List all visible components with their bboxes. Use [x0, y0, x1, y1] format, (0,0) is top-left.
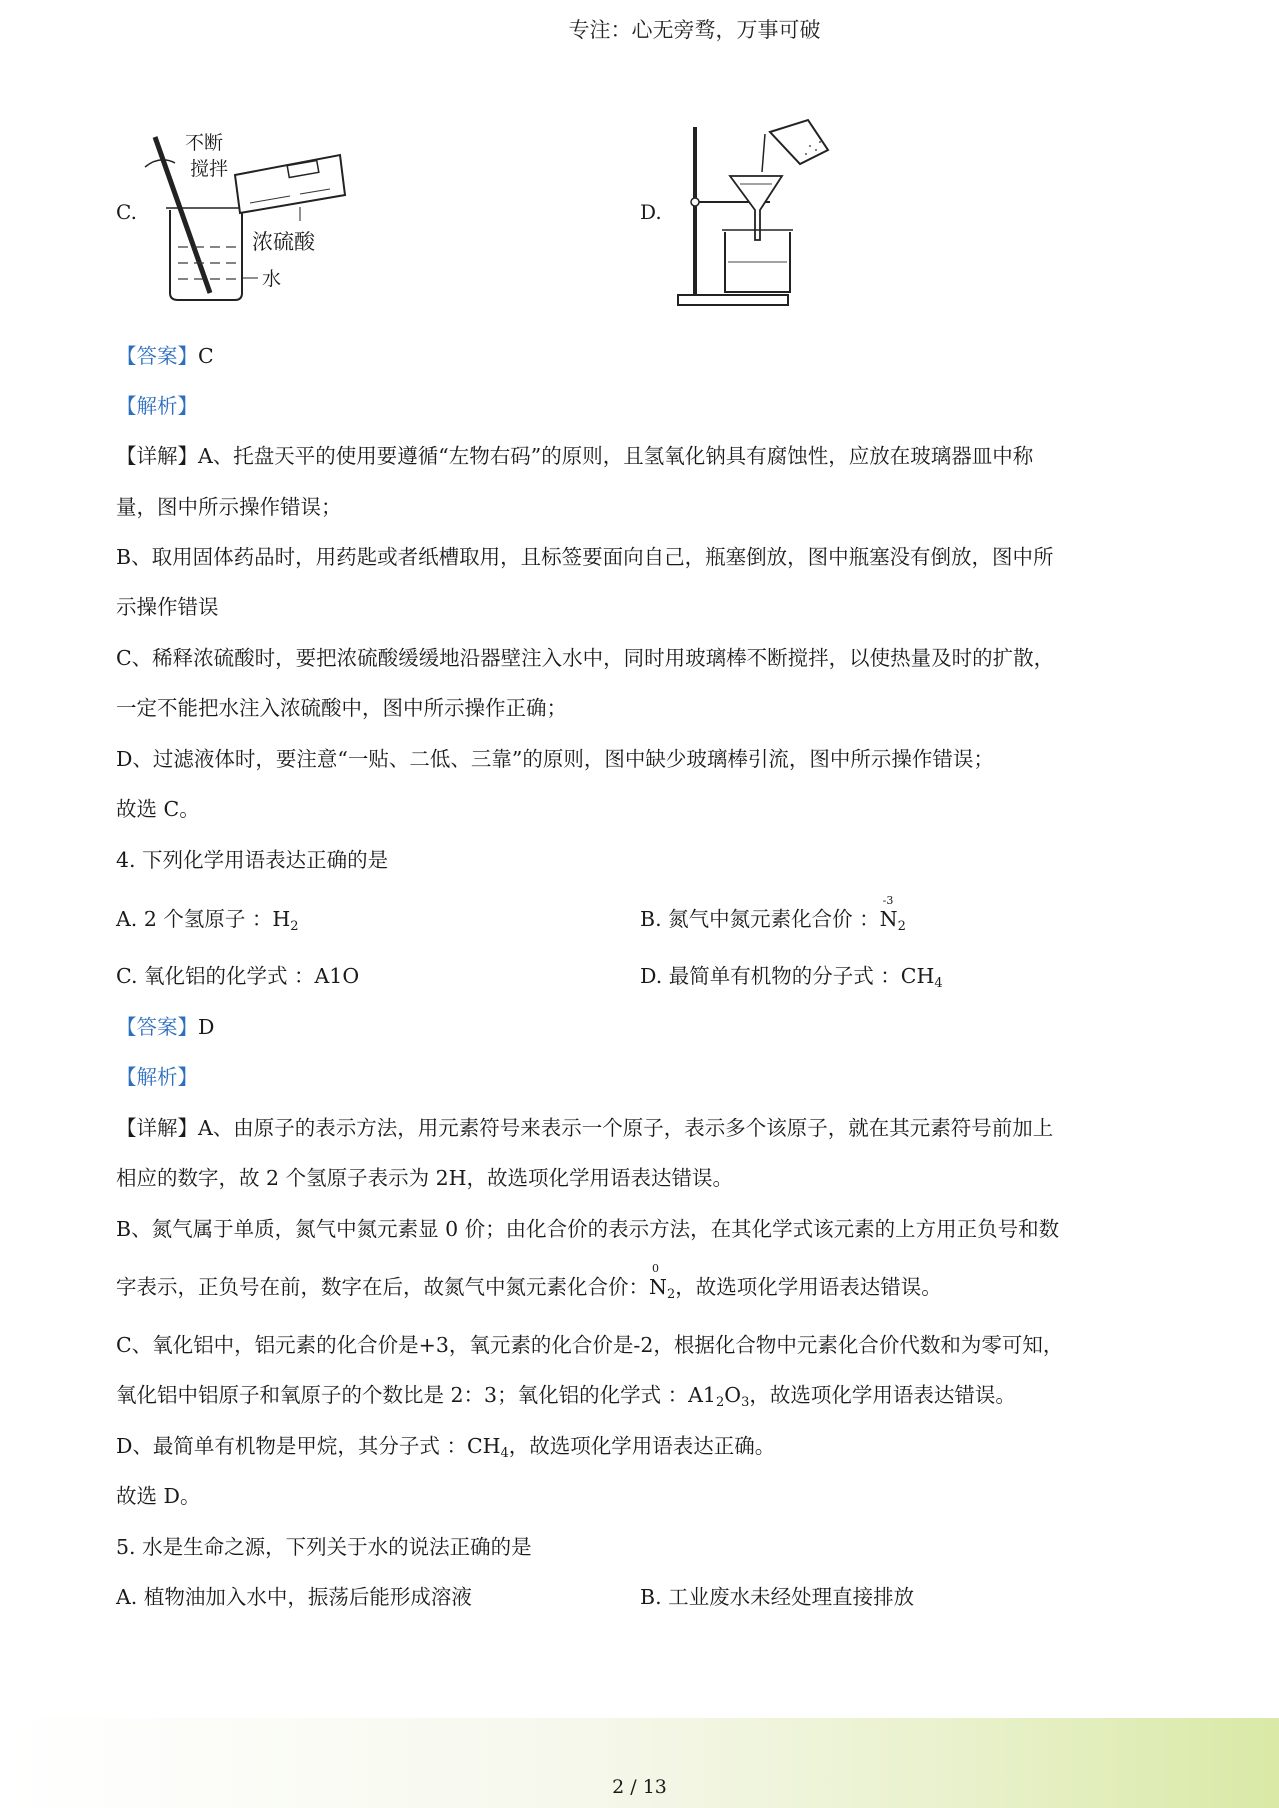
q3-answer: C [198, 344, 214, 368]
figure-c-dilution-diagram [140, 125, 360, 305]
q3-detail-d: D、过滤液体时，要注意“一贴、二低、三靠”的原则，图中缺少玻璃棒引流，图中所示操作错误； [116, 747, 994, 771]
figure-c-text-water: 水 [262, 268, 282, 290]
q4-analysis-tag: 【解析】 [116, 1065, 198, 1089]
q4-detail-c1: C、氧化铝中，铝元素的化合价是+3，氧元素的化合价是-2，根据化合物中元素化合价代数和为零可知， [116, 1333, 1064, 1357]
page-number: 2 / 13 [612, 1776, 667, 1798]
page-header: 专注：心无旁骛，万事可破 [568, 18, 821, 42]
figure-c-text-stir2: 搅拌 [190, 158, 229, 180]
q4-answer-tag: 【答案】 [116, 1015, 198, 1039]
q5-option-a: A. 植物油加入水中，振荡后能形成溶液 [116, 1585, 472, 1609]
q4-detail-a1: 【详解】A、由原子的表示方法，用元素符号来表示一个原子，表示多个该原子，就在其元素符号前加上 [116, 1116, 1054, 1140]
q3-detail-b2: 示操作错误 [116, 595, 219, 619]
q5-stem: 5. 水是生命之源，下列关于水的说法正确的是 [116, 1535, 532, 1559]
q4-detail-d: D、最简单有机物是甲烷，其分子式 ：$CH_4$，故选项化学用语表达正确。 [116, 1434, 776, 1461]
q3-detail-c2: 一定不能把水注入浓硫酸中，图中所示操作正确； [116, 696, 567, 720]
q3-conclusion: 故选 C。 [116, 797, 200, 821]
q4-detail-a2: 相应的数字，故 2 个氢原子表示为 2H，故选项化学用语表达错误。 [116, 1166, 734, 1190]
q4-answer: D [198, 1015, 215, 1039]
figure-c-label: C. [116, 200, 137, 224]
q3-detail-c1: C、稀释浓硫酸时，要把浓硫酸缓缓地沿器壁注入水中，同时用玻璃棒不断搅拌，以使热量及时的扩散， [116, 646, 1055, 670]
figure-c-text-acid: 浓硫酸 [252, 230, 315, 254]
q3-detail-a2: 量，图中所示操作错误； [116, 495, 342, 519]
q4-option-c: C. 氧化铝的化学式 ：A1O [116, 964, 360, 988]
q4-option-a: A. 2 个氢原子 ：$H_2$ [116, 907, 299, 934]
figure-d-filtration-diagram [670, 112, 840, 312]
q4-detail-b2: 字表示，正负号在前，数字在后，故氮气中氮元素化合价： 0 $N_2$，故选项化学用语表达错误。 [116, 1262, 942, 1302]
q3-analysis-tag: 【解析】 [116, 394, 198, 418]
q4-detail-c2: 氧化铝中铝原子和氧原子的个数比是 2：3；氧化铝的化学式 ：$A1_2O_3$，故选项化学用语表达错误。 [116, 1383, 1016, 1410]
q4-detail-b1: B、氮气属于单质，氮气中氮元素显 0 价；由化合价的表示方法，在其化学式该元素的上方用正负号和数 [116, 1217, 1060, 1241]
q5-option-b: B. 工业废水未经处理直接排放 [640, 1585, 915, 1609]
q4-option-d: D. 最简单有机物的分子式 ：$CH_4$ [640, 964, 943, 991]
q4-stem: 4. 下列化学用语表达正确的是 [116, 848, 389, 872]
q3-detail-a1: 【详解】A、托盘天平的使用要遵循“左物右码”的原则，且氢氧化钠具有腐蚀性，应放在玻璃器皿中称 [116, 444, 1034, 468]
q4-conclusion: 故选 D。 [116, 1484, 201, 1508]
figure-c-text-stir1: 不断 [185, 132, 224, 154]
figure-d-label: D. [640, 200, 662, 224]
q3-answer-tag: 【答案】 [116, 344, 198, 368]
q3-detail-b1: B、取用固体药品时，用药匙或者纸槽取用，且标签要面向自己，瓶塞倒放，图中瓶塞没有倒放，图中所 [116, 545, 1054, 569]
q4-option-b: B. 氮气中氮元素化合价 ： -3 $N_2$ [640, 894, 906, 934]
